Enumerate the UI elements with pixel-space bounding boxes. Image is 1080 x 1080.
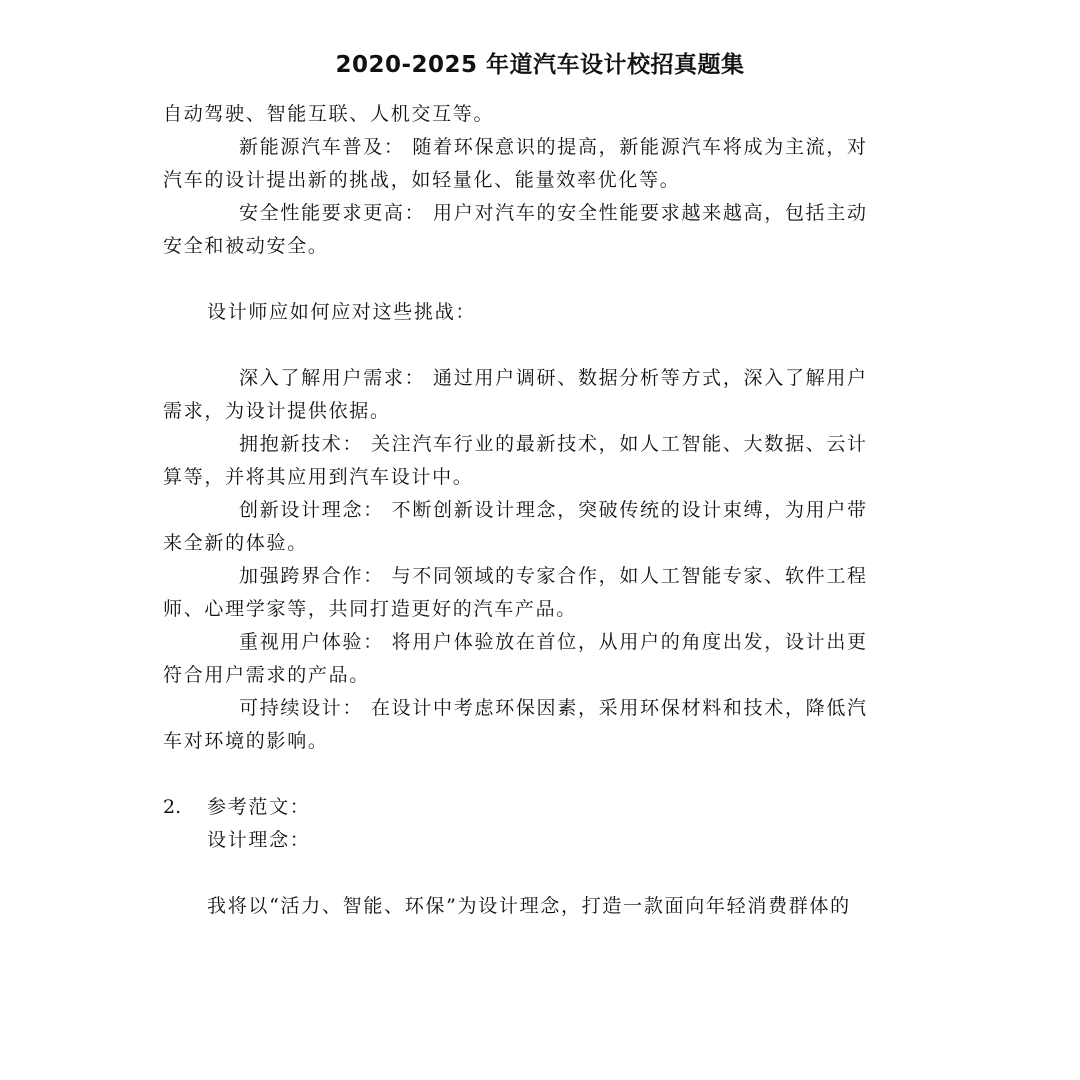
body-line: 车对环境的影响。 [163, 730, 329, 752]
document-body [163, 98, 923, 923]
body-line: 安全和被动安全。 [163, 235, 329, 257]
body-line: 来全新的体验。 [163, 532, 308, 554]
body-line: 汽车的设计提出新的挑战，如轻量化、能量效率优化等。 [163, 169, 681, 191]
body-line: 需求，为设计提供依据。 [163, 400, 391, 422]
body-line: 创新设计理念： 不断创新设计理念，突破传统的设计束缚，为用户带 [239, 499, 868, 521]
section-heading: 设计师应如何应对这些挑战： [207, 301, 477, 323]
body-line: 新能源汽车普及： 随着环保意识的提高，新能源汽车将成为主流，对 [239, 136, 868, 158]
body-line: 符合用户需求的产品。 [163, 664, 371, 686]
body-line: 可持续设计： 在设计中考虑环保因素，采用环保材料和技术，降低汽 [239, 697, 868, 719]
body-line: 自动驾驶、智能互联、人机交互等。 [163, 103, 495, 125]
body-line: 安全性能要求更高： 用户对汽车的安全性能要求越来越高，包括主动 [239, 202, 868, 224]
body-line: 重视用户体验： 将用户体验放在首位，从用户的角度出发，设计出更 [239, 631, 868, 653]
list-number: 2. [163, 796, 182, 818]
list-item-label: 参考范文： [207, 796, 311, 818]
subheading: 设计理念： [207, 829, 311, 851]
body-line: 拥抱新技术： 关注汽车行业的最新技术，如人工智能、大数据、云计 [239, 433, 868, 455]
blank-line [163, 857, 923, 890]
body-line: 算等，并将其应用到汽车设计中。 [163, 466, 474, 488]
body-line: 深入了解用户需求： 通过用户调研、数据分析等方式，深入了解用户 [239, 367, 868, 389]
body-line: 我将以“活力、智能、环保”为设计理念，打造一款面向年轻消费群体的 [207, 895, 851, 917]
blank-line [163, 329, 923, 362]
list-item-2 [163, 791, 923, 824]
blank-line [163, 758, 923, 791]
body-line: 师、心理学家等，共同打造更好的汽车产品。 [163, 598, 578, 620]
blank-line [163, 263, 923, 296]
body-line: 加强跨界合作： 与不同领域的专家合作，如人工智能专家、软件工程 [239, 565, 868, 587]
page-title: 2020-2025 年道汽车设计校招真题集 [335, 52, 745, 78]
